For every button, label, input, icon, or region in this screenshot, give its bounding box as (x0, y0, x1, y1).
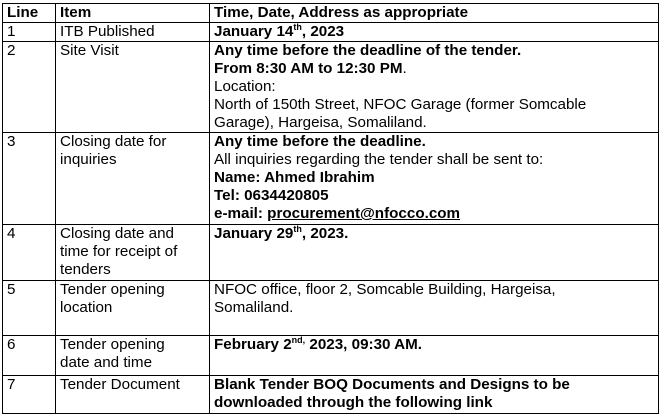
inquiry-deadline: Any time before the deadline. (214, 133, 426, 150)
details-cell (210, 42, 659, 133)
table-row (3, 336, 659, 376)
date-time: 2023, 09:30 AM. (305, 336, 422, 353)
line-number: 2 (3, 42, 56, 133)
date-text: January 14 (214, 23, 294, 40)
table-row (3, 281, 659, 336)
date-suffix: th (293, 224, 302, 234)
contact-name: Name: Ahmed Ibrahim (214, 169, 375, 186)
item-label: Tender opening location (56, 281, 210, 336)
item-label: Closing date and time for receipt of tenders (56, 225, 210, 281)
line-number: 7 (3, 376, 56, 414)
tender-document-line-2: downloaded through the following link (214, 394, 493, 411)
item-label: Tender opening date and time (56, 336, 210, 376)
details-cell (210, 133, 659, 225)
header-details: Time, Date, Address as appropriate (210, 4, 659, 23)
opening-location-line-1: NFOC office, floor 2, Somcable Building, Hargeisa, (214, 281, 556, 298)
line-number: 4 (3, 225, 56, 281)
details-cell (210, 23, 659, 42)
location-label: Location: (214, 78, 276, 95)
details-cell (210, 281, 659, 336)
item-label: Closing date for inquiries (56, 133, 210, 225)
table-row (3, 23, 659, 42)
header-item: Item (56, 4, 210, 23)
email-label: e-mail: (214, 205, 268, 222)
line-number: 6 (3, 336, 56, 376)
line-number: 5 (3, 281, 56, 336)
item-label: Site Visit (56, 42, 210, 133)
date-text: February 2 (214, 336, 292, 353)
header-line: Line (3, 4, 56, 23)
table-row (3, 225, 659, 281)
inquiry-instructions: All inquiries regarding the tender shall be sent to: (214, 151, 544, 168)
item-label: ITB Published (56, 23, 210, 42)
date-suffix: th (293, 22, 302, 32)
tender-document-line-1: Blank Tender BOQ Documents and Designs to be (214, 376, 570, 393)
details-cell (210, 376, 659, 414)
location-line-1: North of 150th Street, NFOC Garage (former Somcable (214, 96, 587, 113)
date-text: January 29 (214, 225, 294, 242)
site-visit-deadline: Any time before the deadline of the tender. (214, 42, 522, 59)
line-number: 3 (3, 133, 56, 225)
details-cell (210, 336, 659, 376)
details-cell (210, 225, 659, 281)
table-header-row (3, 4, 659, 23)
table-row (3, 376, 659, 414)
site-visit-hours-dot: . (402, 60, 407, 77)
contact-tel: Tel: 0634420805 (214, 187, 329, 204)
email-link[interactable]: procurement@nfocco.com (267, 205, 461, 222)
item-label: Tender Document (56, 376, 210, 414)
date-year: , 2023. (301, 225, 349, 242)
opening-location-line-2: Somaliland. (214, 299, 294, 316)
table-row (3, 42, 659, 133)
tender-schedule-table (2, 3, 659, 414)
site-visit-hours: From 8:30 AM to 12:30 PM (214, 60, 403, 77)
line-number: 1 (3, 23, 56, 42)
date-suffix: nd, (291, 335, 306, 345)
date-year: , 2023 (301, 23, 345, 40)
table-row (3, 133, 659, 225)
location-line-2: Garage), Hargeisa, Somaliland. (214, 114, 427, 131)
